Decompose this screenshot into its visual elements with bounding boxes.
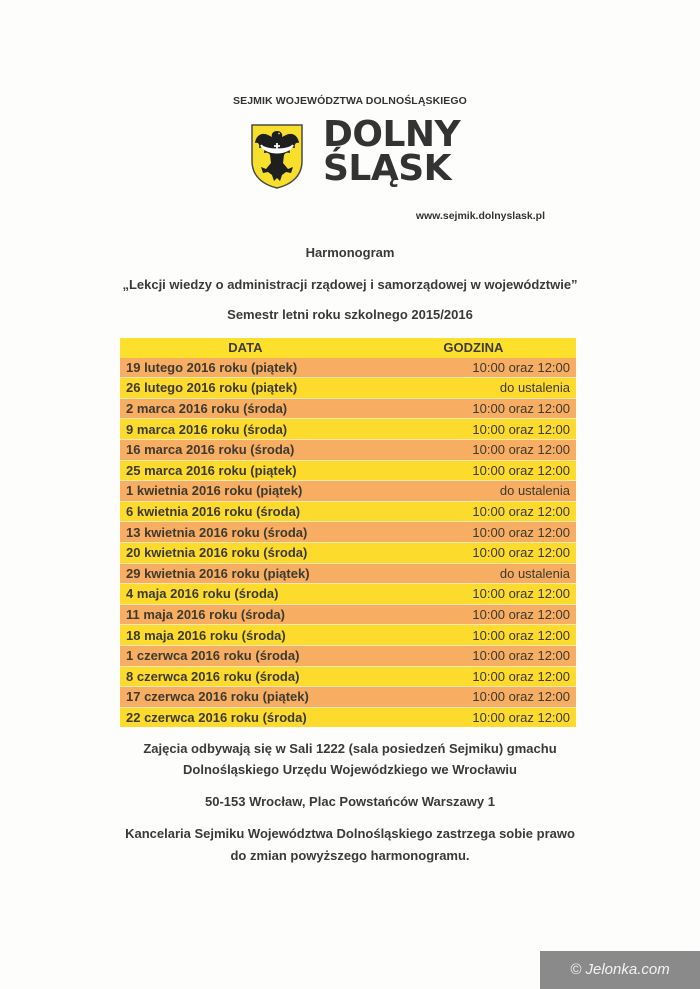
website-url: www.sejmik.dolnyslask.pl (415, 210, 545, 222)
table-row (120, 707, 576, 727)
column-header-time: GODZINA (371, 338, 576, 358)
organization-name: SEJMIK WOJEWÓDZTWA DOLNOŚLĄSKIEGO (233, 95, 467, 107)
location-line-2: Dolnośląskiego Urzędu Wojewódzkiego we Wrocławiu (183, 762, 517, 777)
time-cell: 10:00 oraz 12:00 (371, 419, 576, 440)
date-cell: 26 lutego 2016 roku (piątek) (120, 378, 371, 399)
time-cell: 10:00 oraz 12:00 (371, 707, 576, 727)
table-row (120, 378, 576, 399)
date-cell: 16 marca 2016 roku (środa) (120, 439, 371, 460)
table-row (120, 460, 576, 481)
time-cell: 10:00 oraz 12:00 (371, 584, 576, 605)
time-cell: 10:00 oraz 12:00 (371, 501, 576, 522)
disclaimer-line-1: Kancelaria Sejmiku Województwa Dolnośląskiego zastrzega sobie prawo (125, 826, 575, 841)
date-cell: 29 kwietnia 2016 roku (piątek) (120, 563, 371, 584)
location-line-1: Zajęcia odbywają się w Sali 1222 (sala posiedzeń Sejmiku) gmachu (143, 741, 557, 756)
time-cell: do ustalenia (371, 481, 576, 502)
table-row (120, 358, 576, 378)
table-row (120, 542, 576, 563)
schedule-table (120, 338, 576, 727)
time-cell: 10:00 oraz 12:00 (371, 645, 576, 666)
time-cell: 10:00 oraz 12:00 (371, 542, 576, 563)
time-cell: do ustalenia (371, 563, 576, 584)
table-row (120, 419, 576, 440)
table-row (120, 584, 576, 605)
date-cell: 1 czerwca 2016 roku (środa) (120, 645, 371, 666)
date-cell: 9 marca 2016 roku (środa) (120, 419, 371, 440)
table-row (120, 625, 576, 646)
date-cell: 19 lutego 2016 roku (piątek) (120, 358, 371, 378)
table-row (120, 604, 576, 625)
time-cell: 10:00 oraz 12:00 (371, 522, 576, 543)
date-cell: 4 maja 2016 roku (środa) (120, 584, 371, 605)
date-cell: 20 kwietnia 2016 roku (środa) (120, 542, 371, 563)
document-title: Harmonogram (305, 245, 395, 260)
time-cell: 10:00 oraz 12:00 (371, 398, 576, 419)
document-subtitle: „Lekcji wiedzy o administracji rządowej i samorządowej w województwie” (122, 277, 578, 292)
table-header-row (120, 338, 576, 358)
table-row (120, 501, 576, 522)
time-cell: 10:00 oraz 12:00 (371, 460, 576, 481)
table-row (120, 439, 576, 460)
table-row (120, 563, 576, 584)
semester-label: Semestr letni roku szkolnego 2015/2016 (227, 307, 473, 322)
column-header-date: DATA (120, 338, 371, 358)
address: 50-153 Wrocław, Plac Powstańców Warszawy 1 (205, 794, 495, 809)
brand-line-2: ŚLĄSK (323, 148, 452, 189)
table-row (120, 481, 576, 502)
time-cell: 10:00 oraz 12:00 (371, 666, 576, 687)
date-cell: 11 maja 2016 roku (środa) (120, 604, 371, 625)
disclaimer-line-2: do zmian powyższego harmonogramu. (230, 848, 470, 863)
date-cell: 25 marca 2016 roku (piątek) (120, 460, 371, 481)
date-cell: 22 czerwca 2016 roku (środa) (120, 707, 371, 727)
date-cell: 17 czerwca 2016 roku (piątek) (120, 687, 371, 708)
brand-line-1: DOLNY (323, 114, 461, 155)
time-cell: 10:00 oraz 12:00 (371, 604, 576, 625)
table-row (120, 687, 576, 708)
table-row (120, 398, 576, 419)
time-cell: 10:00 oraz 12:00 (371, 358, 576, 378)
watermark: © Jelonka.com (540, 951, 700, 989)
schedule-rows (120, 358, 576, 728)
table-row (120, 522, 576, 543)
brand-logo-text (323, 114, 461, 189)
date-cell: 6 kwietnia 2016 roku (środa) (120, 501, 371, 522)
coat-of-arms-eagle-icon (250, 123, 304, 189)
time-cell: do ustalenia (371, 378, 576, 399)
date-cell: 18 maja 2016 roku (środa) (120, 625, 371, 646)
time-cell: 10:00 oraz 12:00 (371, 687, 576, 708)
table-row (120, 666, 576, 687)
time-cell: 10:00 oraz 12:00 (371, 439, 576, 460)
date-cell: 2 marca 2016 roku (środa) (120, 398, 371, 419)
table-row (120, 645, 576, 666)
date-cell: 1 kwietnia 2016 roku (piątek) (120, 481, 371, 502)
date-cell: 8 czerwca 2016 roku (środa) (120, 666, 371, 687)
date-cell: 13 kwietnia 2016 roku (środa) (120, 522, 371, 543)
time-cell: 10:00 oraz 12:00 (371, 625, 576, 646)
